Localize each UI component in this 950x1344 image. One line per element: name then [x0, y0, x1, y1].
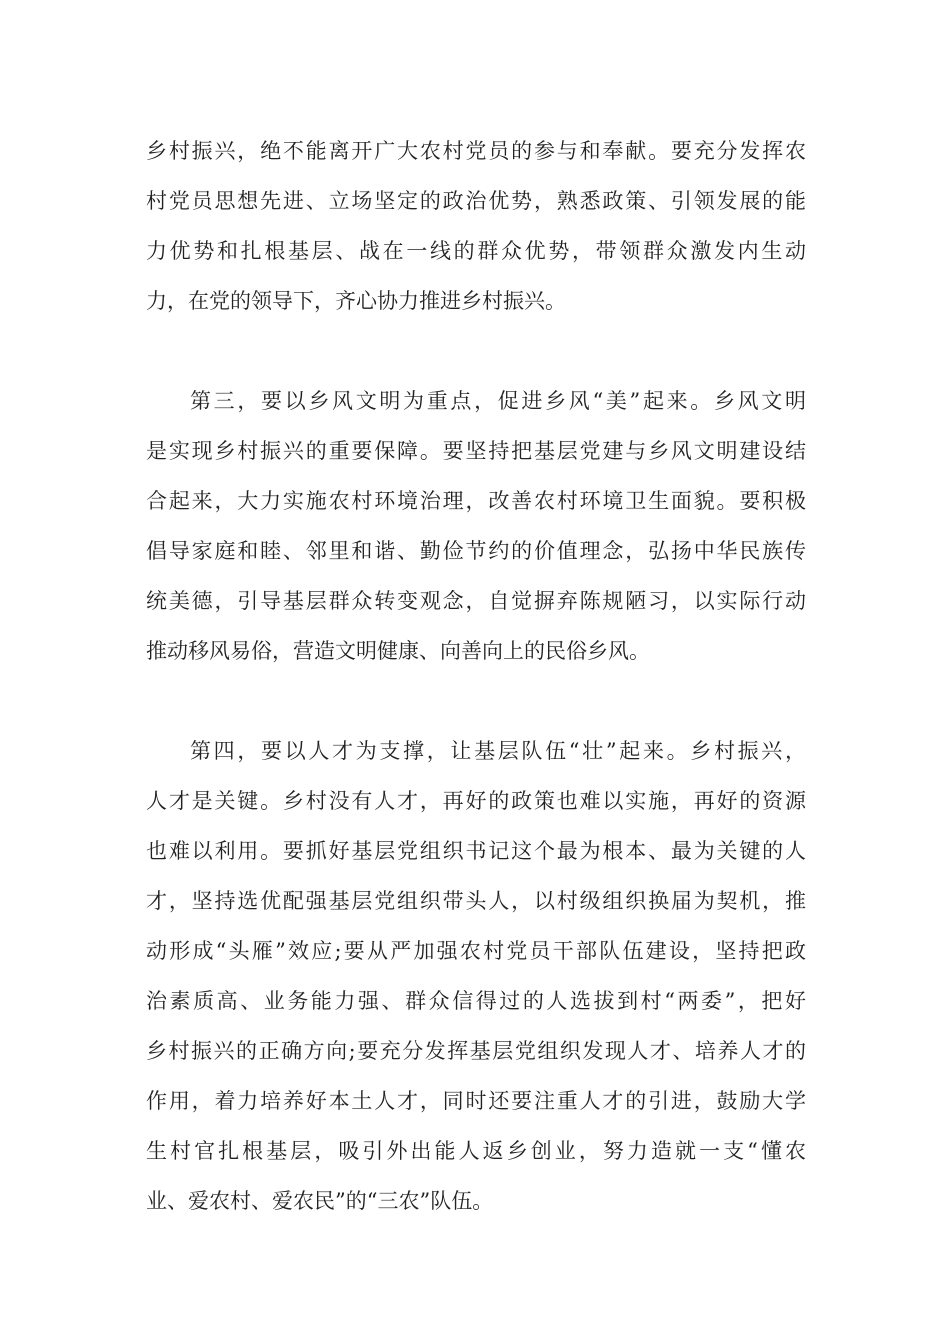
paragraph-3-line-9: 生村官扎根基层，吸引外出能人返乡创业，努力造就一支“懂农 — [146, 1139, 806, 1163]
paragraph-3-line-8: 作用，着力培养好本土人才，同时还要注重人才的引进，鼓励大学 — [146, 1089, 806, 1113]
paragraph-3-line-5: 动形成“头雁”效应;要从严加强农村党员干部队伍建设，坚持把政 — [146, 939, 806, 963]
paragraph-2-line-1: 第三，要以乡风文明为重点，促进乡风“美”起来。乡风文明 — [190, 389, 806, 413]
paragraph-3-line-10: 业、爱农村、爱农民”的“三农”队伍。 — [146, 1189, 494, 1213]
paragraph-2-line-5: 统美德，引导基层群众转变观念，自觉摒弃陈规陋习，以实际行动 — [146, 589, 806, 613]
paragraph-1-line-2: 村党员思想先进、立场坚定的政治优势，熟悉政策、引领发展的能 — [146, 189, 806, 213]
paragraph-2-line-6: 推动移风易俗，营造文明健康、向善向上的民俗乡风。 — [146, 639, 650, 663]
paragraph-3-line-3: 也难以利用。要抓好基层党组织书记这个最为根本、最为关键的人 — [146, 839, 806, 863]
paragraph-2-line-3: 合起来，大力实施农村环境治理，改善农村环境卫生面貌。要积极 — [146, 489, 806, 513]
paragraph-1-line-4: 力，在党的领导下，齐心协力推进乡村振兴。 — [146, 289, 566, 313]
paragraph-3-line-6: 治素质高、业务能力强、群众信得过的人选拔到村“两委”，把好 — [146, 989, 806, 1013]
paragraph-1-line-3: 力优势和扎根基层、战在一线的群众优势，带领群众激发内生动 — [146, 239, 806, 263]
paragraph-2-line-4: 倡导家庭和睦、邻里和谐、勤俭节约的价值理念，弘扬中华民族传 — [146, 539, 806, 563]
paragraph-3-line-7: 乡村振兴的正确方向;要充分发挥基层党组织发现人才、培养人才的 — [146, 1039, 806, 1063]
paragraph-2-line-2: 是实现乡村振兴的重要保障。要坚持把基层党建与乡风文明建设结 — [146, 439, 806, 463]
paragraph-3-line-1: 第四，要以人才为支撑，让基层队伍“壮”起来。乡村振兴， — [190, 739, 806, 763]
paragraph-3-line-2: 人才是关键。乡村没有人才，再好的政策也难以实施，再好的资源 — [146, 789, 806, 813]
paragraph-1-line-1: 乡村振兴，绝不能离开广大农村党员的参与和奉献。要充分发挥农 — [146, 139, 806, 163]
paragraph-3-line-4: 才，坚持选优配强基层党组织带头人，以村级组织换届为契机，推 — [146, 889, 806, 913]
